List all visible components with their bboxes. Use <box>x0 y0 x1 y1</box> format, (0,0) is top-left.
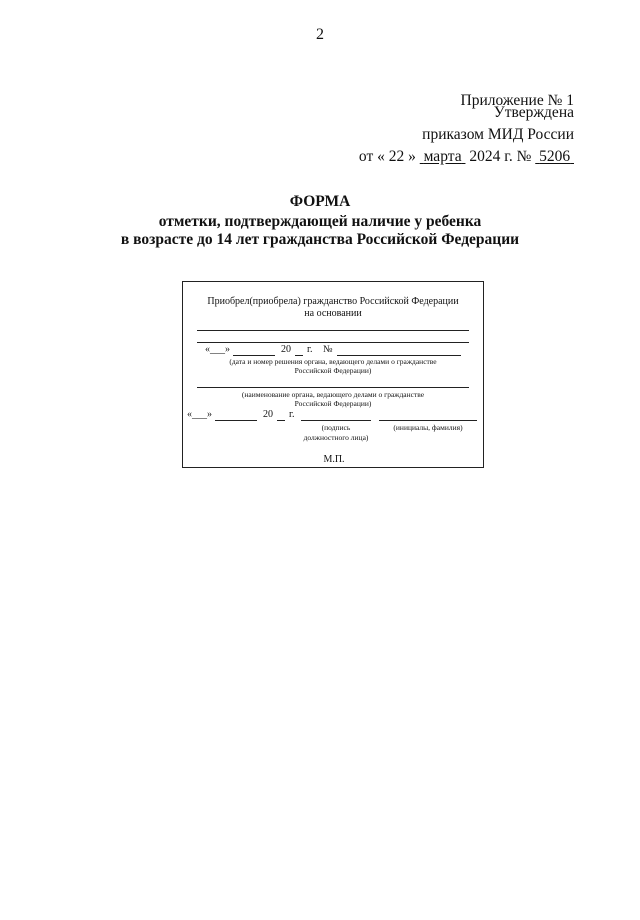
number-sign: № <box>323 344 333 355</box>
initials-line <box>379 420 477 421</box>
caption-decision-2: Российской Федерации) <box>294 366 372 375</box>
order-number: 5206 <box>539 148 571 165</box>
basis-line-1 <box>197 330 469 331</box>
order-label: приказом МИД России <box>422 126 574 143</box>
date1-year-line <box>295 355 303 356</box>
order-date-line <box>359 146 574 168</box>
caption-signature-2: должностного лица) <box>303 433 369 442</box>
basis-line-2 <box>197 342 469 343</box>
caption-signature-1: (подпись <box>321 423 351 432</box>
date1-g: г. <box>307 344 313 355</box>
form-title: ФОРМА <box>289 193 351 210</box>
authority-line <box>197 387 469 388</box>
seal-label: М.П. <box>323 454 345 465</box>
form-subtitle-1: отметки, подтверждающей наличие у ребенка <box>158 213 482 230</box>
number-line <box>337 355 461 356</box>
date2-month-line <box>215 420 257 421</box>
form-subtitle-2: в возрасте до 14 лет гражданства Российской Федерации <box>120 231 520 248</box>
caption-decision-1: (дата и номер решения органа, ведающего делами о гражданстве <box>229 357 437 366</box>
date1-quotes: «___» <box>205 344 230 355</box>
approval-block <box>359 102 574 168</box>
date1-month-line <box>233 355 275 356</box>
date1-year: 20 <box>281 344 291 355</box>
date2-year-line <box>277 420 285 421</box>
caption-authority-2: Российской Федерации) <box>294 399 372 408</box>
order-year: 2024 г. № <box>469 148 532 165</box>
date2-quotes: «___» <box>187 409 212 420</box>
annex-label: Приложение № 1 <box>460 92 574 109</box>
caption-authority-1: (наименование органа, ведающего делами о гражданстве <box>241 390 425 399</box>
date2-g: г. <box>289 409 295 420</box>
page-number: 2 <box>316 26 324 43</box>
stamp-line2: на основании <box>304 308 362 319</box>
caption-initials: (инициалы, фамилия) <box>393 423 463 432</box>
date-prefix: от « <box>358 148 385 165</box>
date-mid: » <box>408 148 416 165</box>
order-day: 22 <box>388 148 405 165</box>
approved-label: Утверждена <box>493 104 574 121</box>
citizenship-stamp <box>182 281 484 468</box>
stamp-line1: Приобрел(приобрела) гражданство Российской Федерации <box>207 296 459 307</box>
date2-year: 20 <box>263 409 273 420</box>
order-month: марта <box>423 148 462 165</box>
signature-line <box>301 420 371 421</box>
